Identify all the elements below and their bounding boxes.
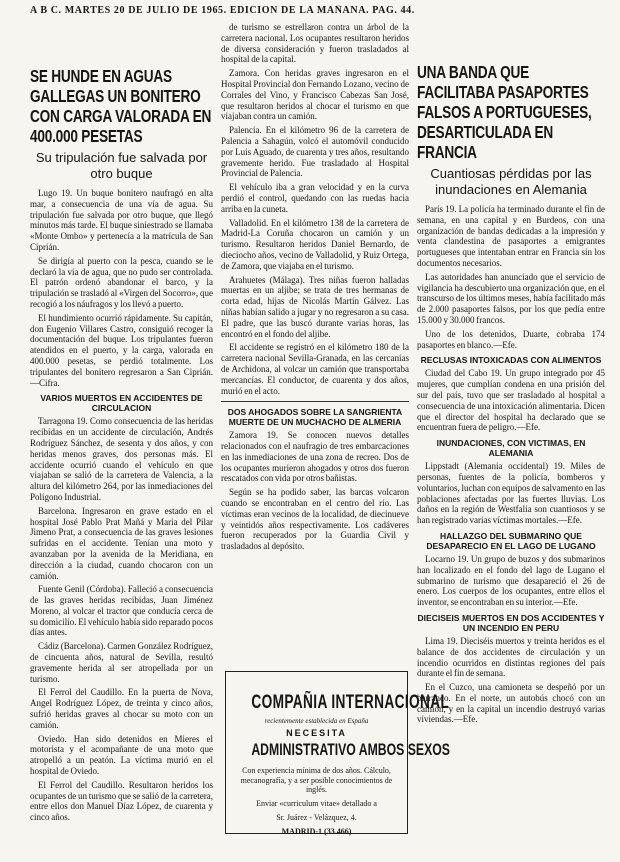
column-right [417,22,605,860]
column-left [30,22,213,860]
article-paragraph: París 19. La policía ha terminado durante el fin de semana, en una capital y en Burdeos, con una organización de bandas dedicadas a la impresión y venta clandestina de pasaportes a emigrantes portugueses que intentaban entrar en Francia sin los documentos necesarios. [417,204,605,268]
article-paragraph: Barcelona. Ingresaron en grave estado en el hospital José Pablo Prat Mañá y Maria del Pilar Jimeno Prat, a consecuencia de las graves lesiones sufridas en el accidente. Tenían una moto y avanzaban por la avenida de la Meridiana, en dirección a la ciudad, cuando chocaron con un camión. [30,505,213,581]
article-paragraph: En el Cuzco, una camioneta se despeñó por un barranco. En el norte, un autobús chocó con un camión, y en la capital un incendio destruyó varias viviendas.—Efe. [417,682,605,725]
article-paragraph: Tarragona 19. Como consecuencia de las heridas recibidas en un accidente de circulación, Andrés Rodríguez Sánchez, de sesenta y dos años, y con heridas menos graves, dos personas más. El accidente ocurrió cuando el vehículo en que viajaban se salió de la carretera de Valencia, a la altura del kilómetro 264, por las inmediaciones del Polígono Industrial. [30,416,213,502]
article-subhead-inundaciones: Cuantiosas pérdidas por las inundaciones en Alemania [430,166,592,197]
article-paragraph: de turismo se estrellaron contra un árbol de la carretera nacional. Los ocupantes resultaron heridos de diversa consideración y fueron trasladados al hospital de la capital. [221,22,409,65]
article-headline-bonitero: SE HUNDE EN AGUAS GALLEGAS UN BONITERO CON CARGA VALORADA EN 400.000 PESETAS [30,66,212,146]
article-paragraph: Cádiz (Barcelona). Carmen González Rodríguez, de cincuenta años, natural de Sevilla, resultó gravemente herida al ser atropellada por un turismo. [30,641,213,684]
article-paragraph: Uno de los detenidos, Duarte, cobraba 174 pasaportes en blanco.—Efe. [417,328,605,350]
article-paragraph: Ciudad del Cabo 19. Un grupo integrado por 45 mujeres, que cumplían condena en una prisión del sur del país, tuvo que ser trasladado al hospital a consecuencia de una intoxicación alimentaria. Dicen que el director del hospital ha declarado que se encuentran fuera de peligro.—Efe. [417,368,605,433]
article-paragraph: Se dirigía al puerto con la pesca, cuando se le declaró la vía de agua, que no pudo ser controlada. El patrón ordenó abandonar el barco, y la tripulación se trasladó al «Virgen del Socorro», que recogió a los náufragos y los llevó a puerto. [30,255,213,309]
section-heading-reclusas: RECLUSAS INTOXICADAS CON ALIMENTOS [420,355,602,366]
article-paragraph: El hundimiento ocurrió rápidamente. Su capitán, don Eugenio Villares Castro, consiguió recoger la documentación del buque. Los tripulantes fueron atendidos en el puerto, y la carga, valorada en 400.000 pesetas, se perdió totalmente. Los tripulantes del bonitero regresaron a San Ciprián.—Cifra. [30,312,213,388]
article-paragraph: El Ferrol del Caudillo. En la puerta de Nova, Angel Rodríguez López, de treinta y cinco años, sufrió heridas graves al chocar su moto con un camión. [30,687,213,730]
article-headline-pasaportes: UNA BANDA QUE FACILITABA PASAPORTES FALSOS A PORTUGUESES, DESARTICULADA EN FRANCIA [417,62,592,162]
article-paragraph: Zamora. Con heridas graves ingresaron en el Hospital Provincial don Fernando Lozano, vecino de Corrales del Vino, y Francisco Cabezas San José, que resultaron heridos al chocar el turismo en que viajaban contra un camión. [221,68,409,122]
article-paragraph: Lugo 19. Un buque bonitero naufragó en alta mar, a consecuencia de una vía de agua. Su tripulación fue salvada por otro buque, que llegó minutos más tarde. El buque siniestrado se llamaba «Monte Ombo» y pertenecía a la matrícula de San Ciprián. [30,188,213,252]
article-paragraph: Según se ha podido saber, las barcas volcaron cuando se encontraban en el centro del río. Las víctimas eran vecinos de la localidad, de diecinueve y veintidós años respectivamente. Los cadáveres fueron recuperados por la Guardia Civil y trasladados al depósito. [221,487,409,552]
article-paragraph: Las autoridades han anunciado que el servicio de vigilancia ha descubierto una organización que, en el transcurso de los últimos meses, había facilitado más de 2.000 pasaportes falsos, por los que pedía entre 15.000 y 30.000 francos. [417,271,605,325]
article-paragraph: Locarno 19. Un grupo de buzos y dos submarinos han localizado en el fondo del lago de Lugano el submarino de turismo que desapareció el 26 de enero. Los cuerpos de los ocupantes, entre ellos el inventor, se encontraban en su interior.—Efe. [417,553,605,608]
ad-apply: Enviar «curriculum vitae» detallado a [256,798,377,808]
article-paragraph: Zamora 19. Se conocen nuevos detalles relacionados con el naufragio de tres embarcaciones en las inmediaciones de una zona de recreo. Dos de los ocupantes murieron ahogados y otros dos fueron rescatados con vida por otros bañistas. [221,430,409,484]
section-heading-ahogados: DOS AHOGADOS SOBRE LA SANGRIENTA MUERTE DE UN MUCHACHO DE ALMERIA [227,407,403,428]
ad-tagline: recientemente establecida en España [264,717,369,725]
section-heading-varios: VARIOS MUERTOS EN ACCIDENTES DE CIRCULACION [40,393,203,414]
article-paragraph: Palencia. En el kilómetro 96 de la carretera de Palencia a Sahagún, volcó el automóvil conducido por Luis Aguado, de cuarenta y tres años, resultando gravemente herido. Fue trasladado al Hospital Provincial de Palencia. [221,125,409,179]
ad-address: Sr. Juárez - Velázquez, 4. [276,812,357,822]
section-heading-inundaciones: INUNDACIONES, CON VICTIMAS, EN ALEMANIA [436,438,586,459]
ad-city: MADRID-1 (33.466) [281,826,352,836]
article-paragraph: Valladolid. En el kilómetro 138 de la carretera de Madrid-La Coruña chocaron un camión y un turismo. Resultaron heridos Daniel Bernardo, de dieciocho años, vecino de Valladolid, y Ruiz Ortega, de Zamora, que viajaba en el turismo. [221,217,409,271]
article-subhead-bonitero: Su tripulación fue salvada por otro buque [35,150,208,181]
classified-ad-box [225,671,450,836]
ad-position: ADMINISTRATIVO AMBOS SEXOS [251,740,450,759]
page-header: A B C. MARTES 20 DE JULIO DE 1965. EDICION DE LA MAÑANA. PAG. 44. [30,5,415,16]
article-paragraph: Fuente Genil (Córdoba). Falleció a consecuencia de las graves heridas recibidas, Juan Jiménez Moreno, al volcar el tractor que conducía cerca de su domicilio. El vehículo había sido reparado pocos días antes. [30,584,213,638]
section-divider [221,401,409,402]
article-paragraph: El accidente se registró en el kilómetro 180 de la carretera nacional Sevilla-Granada, en las cercanías de Archidona, al volcar un camión que transportaba mercancías. El conductor, de cuarenta y dos años, murió en el acto. [221,342,409,396]
article-paragraph: Oviedo. Han sido detenidos en Mieres el motorista y el acompañante de una moto que atropelló a un peatón. La víctima murió en el hospital de Oviedo. [30,733,213,777]
ad-needs: NECESITA [286,728,347,738]
article-paragraph: Arahuetes (Málaga). Tres niñas fueron halladas muertas en un aljibe; se trata de tres hermanas de corta edad, hijas de Nicolás Martín Gálvez. Las niñas habían salido a jugar y no regresaron a su casa. El padre, que las buscó durante varias horas, las encontró en el fondo del aljibe. [221,274,409,339]
article-paragraph: El vehículo iba a gran velocidad y en la curva perdió el control, quedando con las ruedas hacia arriba en la cuneta. [221,182,409,214]
ad-body: Con experiencia mínima de dos años. Cálculo, mecanografía, y a ser posible conocimientos de inglés. [240,766,393,794]
section-heading-peru: DIECISEIS MUERTOS EN DOS ACCIDENTES Y UN INCENDIO EN PERU [417,612,605,633]
article-paragraph: El Ferrol del Caudillo. Resultaron heridos los ocupantes de un turismo que se salió de la carretera, entre ellos don Manuel Díaz López, de cuarenta y cinco años. [30,779,213,823]
section-heading-submarino: HALLAZGO DEL SUBMARINO QUE DESAPARECIO EN EL LAGO DE LUGANO [426,530,596,551]
ad-brand: COMPAÑIA INTERNACIONAL [251,692,450,713]
article-paragraph: Lima 19. Dieciséis muertos y treinta heridos es el balance de dos accidentes de circulación y un incendio ocurridos en distintas regiones del país durante el fin de semana. [417,635,605,679]
article-paragraph: Lippstadt (Alemania occidental) 19. Miles de personas, fuentes de la policía, bomberos y voluntarios, luchan con equipos de salvamento en las poblaciones afectadas por las fuertes lluvias. Los daños en la región de Westfalia son cuantiosos y se han registrado varias víctimas mortales.—Efe. [417,461,605,526]
